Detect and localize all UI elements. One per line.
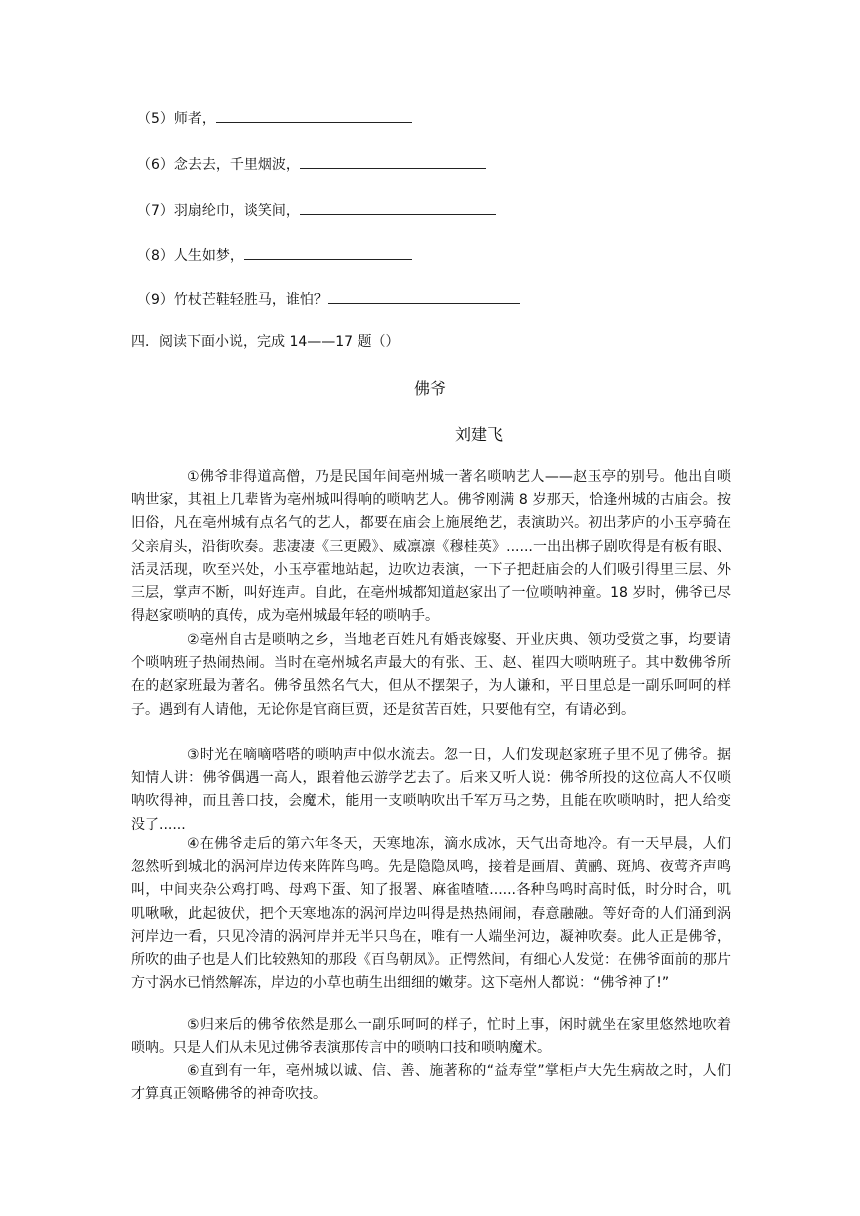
answer-blank[interactable] [328, 289, 520, 304]
item-5-text: （5）师者， [137, 111, 216, 127]
answer-blank[interactable] [244, 245, 412, 260]
item-7-text: （7）羽扇纶巾，谈笑间， [137, 203, 300, 219]
paragraph-3: ③时光在嘀嘀嗒嗒的唢呐声中似水流去。忽一日，人们发现赵家班子里不见了佛爷。据知情人讲：佛爷偶遇一高人，跟着他云游学艺去了。后来又听人说：佛爷所投的这位高人不仅唢呐吹得神，而且善口技，会魔术，能用一支唢呐吹出千军万马之势，且能在吹唢呐时，把人给变没了...... [131, 747, 731, 833]
paragraph-4: ④在佛爷走后的第六年冬天，天寒地冻，滴水成冰，天气出奇地冷。有一天早晨，人们忽然听到城北的涡河岸边传来阵阵鸟鸣。先是隐隐凤鸣，接着是画眉、黄鹂、斑鸠、夜莺齐声鸣叫，中间夹杂公鸡打鸣、母鸡下蛋、知了报署、麻雀喳喳......各种鸟鸣时高时低，时分时合，叽叽啾啾，此起彼伏，把个天寒地冻的涡河岸边叫得是热热闹闹，春意融融。等好奇的人们涌到涡河岸边一看，只见冷清的涡河岸并无半只鸟在，唯有一人端坐河边，凝神吹奏。此人正是佛爷，所吹的曲子也是人们比较熟知的那段《百鸟朝凤》。正愕然间，有细心人发觉：在佛爷面前的那片方寸涡水已悄然解冻，岸边的小草也萌生出细细的嫩芽。这下亳州人都说：“佛爷神了!” [131, 836, 731, 992]
section-heading: 四．阅读下面小说，完成 14——17 题（） [131, 334, 400, 350]
fill-blank-item-5 [137, 108, 412, 128]
paragraph-6: ⑥直到有一年，亳州城以诚、信、善、施著称的“益寿堂”掌柜卢大先生病故之时，人们才算真正领略佛爷的神奇吹技。 [131, 1063, 731, 1103]
paragraph-1: ①佛爷非得道高僧，乃是民国年间亳州城一著名唢呐艺人——赵玉亭的别号。他出自唢呐世家，其祖上几辈皆为亳州城叫得响的唢呐艺人。佛爷刚满 8 岁那天，恰逢州城的古庙会。按旧俗，凡在亳州城有点名气的艺人，都要在庙会上施展绝艺，表演助兴。初出茅庐的小玉亭骑在父亲肩头，沿街吹奏。悲凄凄《三更殿》、威凛凛《穆桂英》......一出出梆子剧吹得是有板有眼、活灵活现，吹至兴处，小玉亭霍地站起，边吹边表演，一下子把赶庙会的人们吸引得里三层、外三层，掌声不断，叫好连声。自此，在亳州城都知道赵家出了一位唢呐神童。18 岁时，佛爷已尽得赵家唢呐的真传，成为亳州城最年轻的唢呐手。 [131, 469, 731, 625]
item-8-text: （8）人生如梦， [137, 248, 244, 264]
fill-blank-item-8 [137, 245, 412, 265]
answer-blank[interactable] [300, 200, 496, 215]
story-author: 刘建飞 [455, 425, 504, 444]
item-9-text: （9）竹杖芒鞋轻胜马，谁怕？ [137, 292, 328, 308]
paragraph-5: ⑤归来后的佛爷依然是那么一副乐呵呵的样子，忙时上事，闲时就坐在家里悠然地吹着唢呐。只是人们从未见过佛爷表演那传言中的唢呐口技和唢呐魔术。 [131, 1017, 731, 1057]
fill-blank-item-9 [137, 289, 520, 309]
answer-blank[interactable] [300, 154, 486, 169]
item-6-text: （6）念去去，千里烟波， [137, 157, 300, 173]
fill-blank-item-7 [137, 200, 496, 220]
paragraph-2: ②亳州自古是唢呐之乡，当地老百姓凡有婚丧嫁娶、开业庆典、领功受赏之事，均要请个唢呐班子热闹热闹。当时在亳州城名声最大的有张、王、赵、崔四大唢呐班子。其中数佛爷所在的赵家班最为著名。佛爷虽然名气大，但从不摆架子，为人谦和，平日里总是一副乐呵呵的样子。遇到有人请他，无论你是官商巨贾，还是贫苦百姓，只要他有空，有请必到。 [131, 632, 731, 718]
fill-blank-item-6 [137, 154, 486, 174]
answer-blank[interactable] [216, 108, 412, 123]
story-title: 佛爷 [413, 379, 446, 398]
